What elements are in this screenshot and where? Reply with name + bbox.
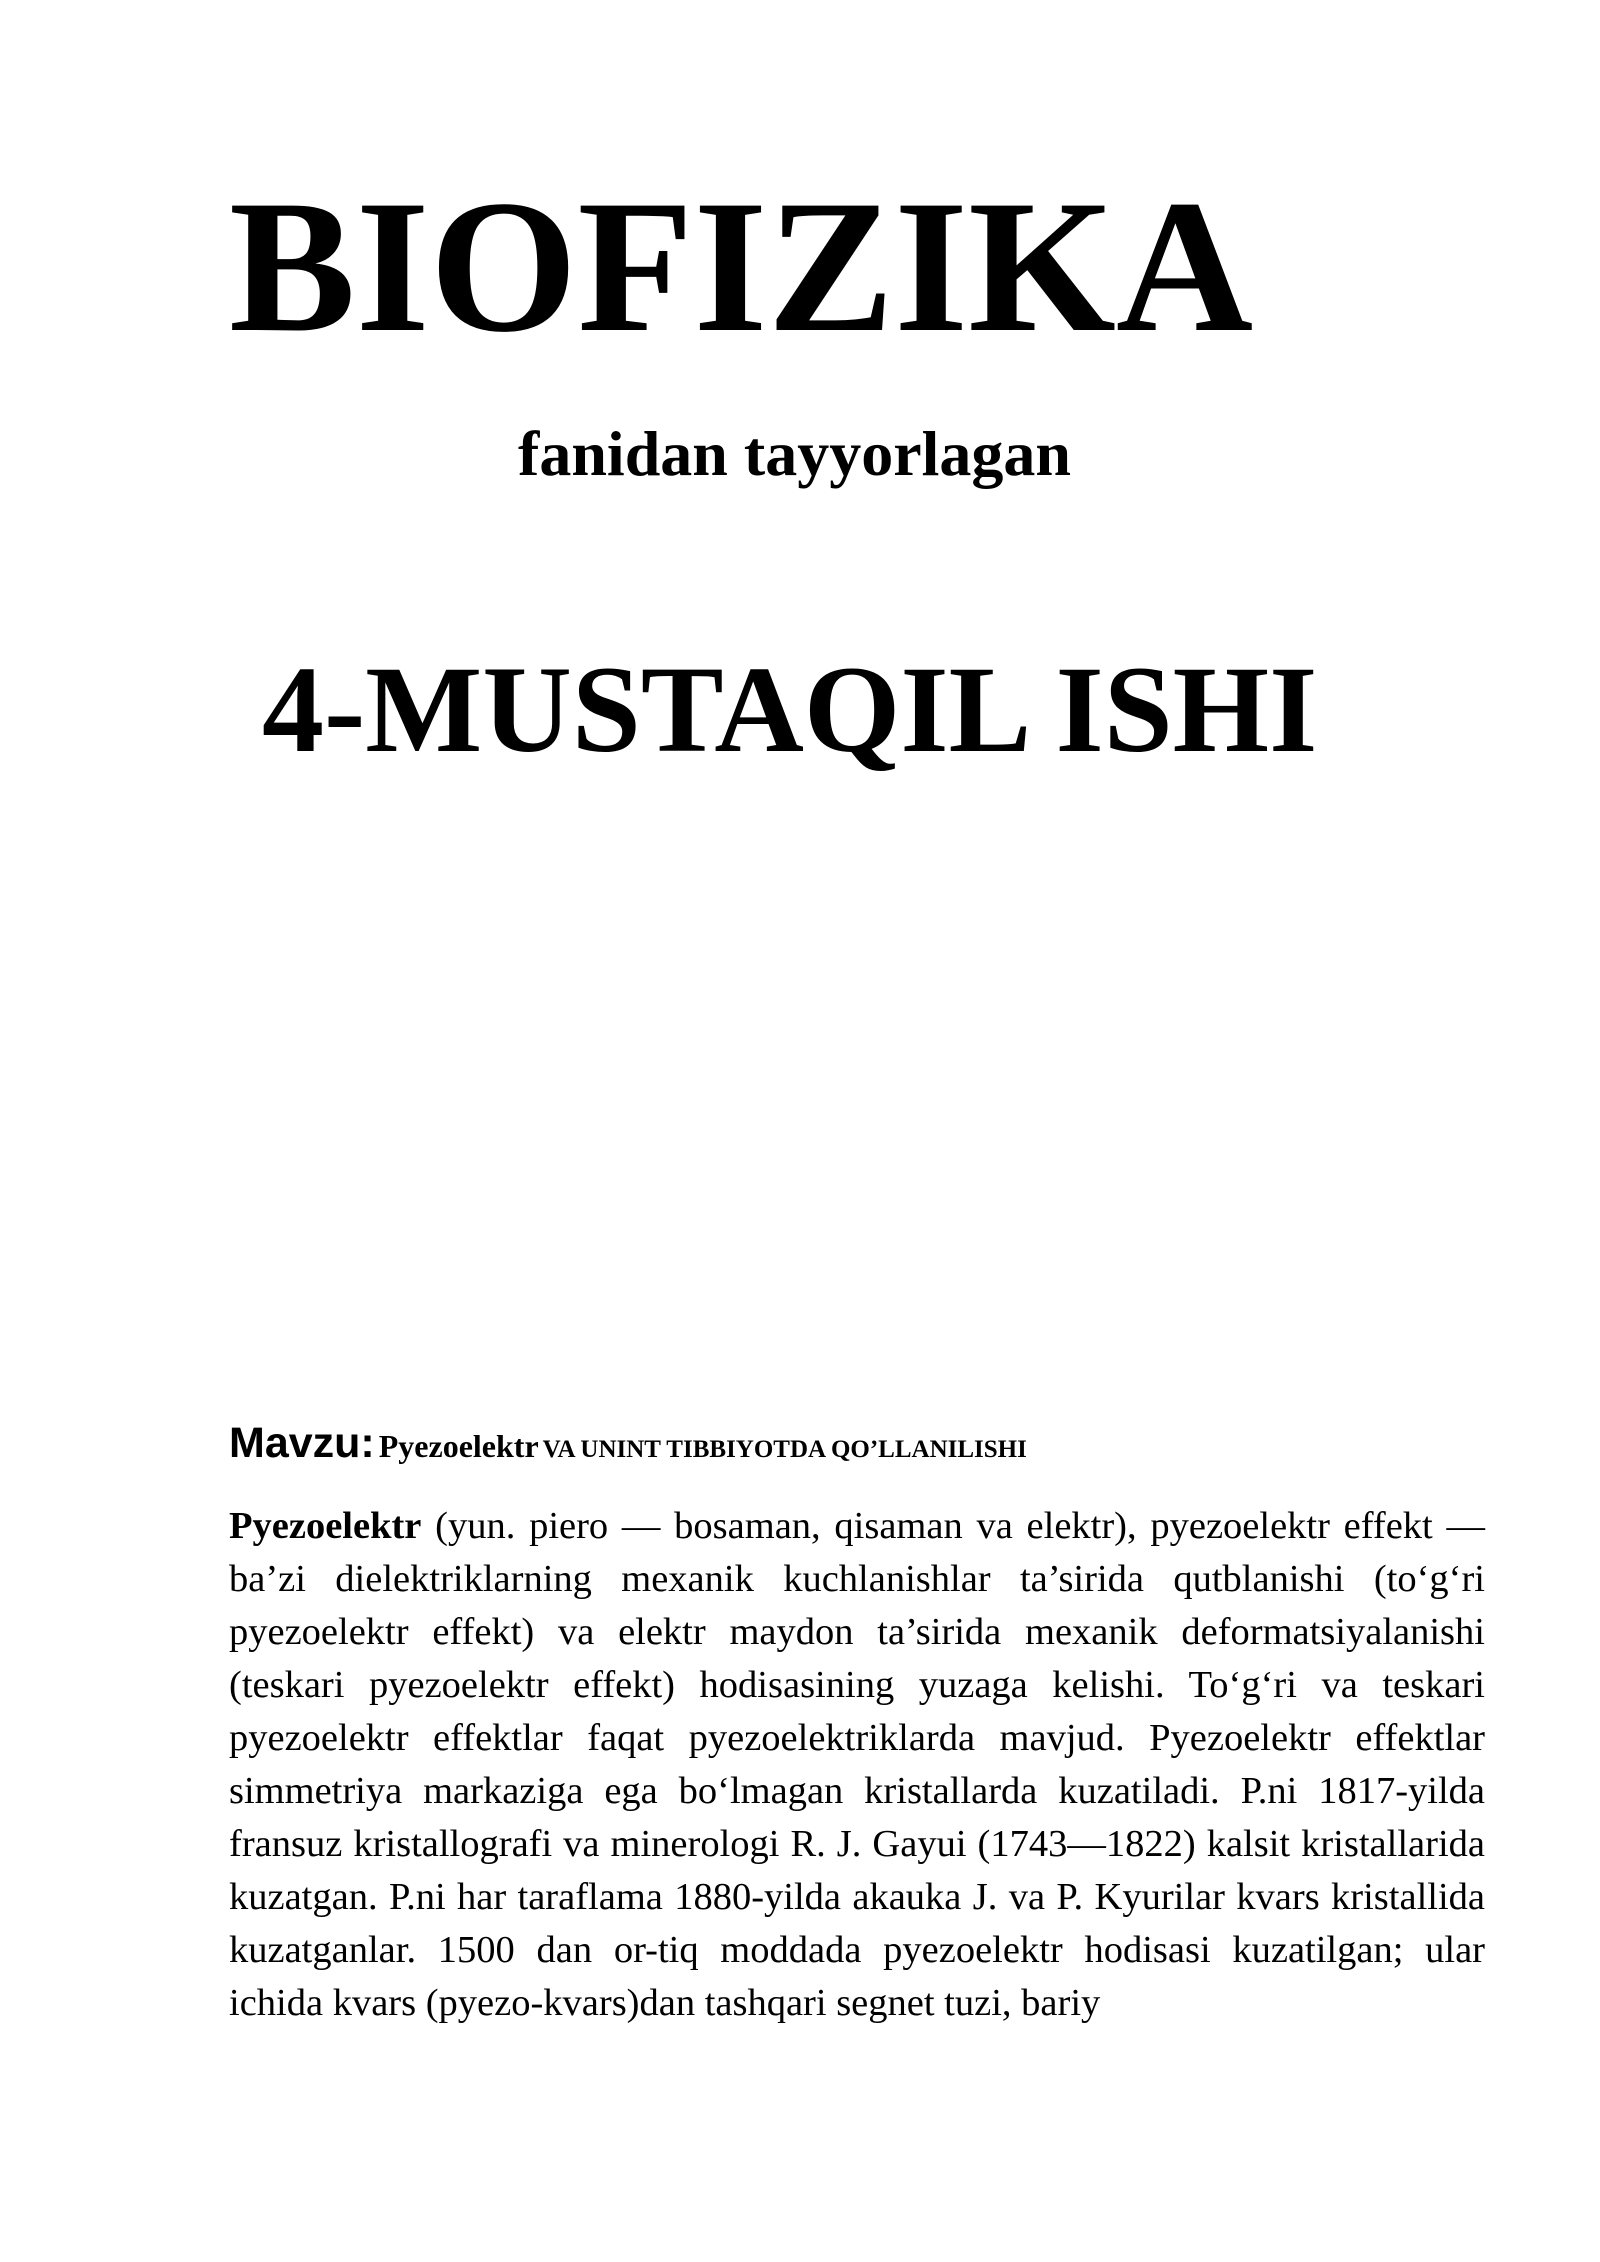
topic-rest: VA UNINT TIBBIYOTDA QO’LLANILISHI	[542, 1436, 1027, 1463]
document-subtitle: fanidan tayyorlagan	[518, 418, 1071, 489]
body-lead-term: Pyezoelektr	[229, 1505, 422, 1547]
document-title: BIOFIZIKA	[229, 162, 1254, 372]
body-paragraph	[229, 1500, 1485, 2030]
topic-line	[229, 1419, 1485, 1467]
topic-label: Mavzu:	[229, 1419, 375, 1467]
topic-term: Pyezoelektr	[378, 1428, 539, 1464]
work-title: 4-MUSTAQIL ISHI	[262, 641, 1318, 778]
body-text: (yun. piero — bosaman, qisaman va elektr), pyezoelektr effekt — ba’zi dielektriklarning mexanik kuchlanishlar ta’sirida qutblanishi (to‘g‘ri pyezoelektr effekt) va elektr maydon ta’sirida mexanik deformatsiyalanishi (teskari pyezoelektr effekt) hodisasining yuzaga kelishi. To‘g‘ri va teskari pyezoelektr effektlar faqat pyezoelektriklarda mavjud. Pyezoelektr effektlar simmetriya markaziga ega bo‘lmagan kristallarda kuzatiladi. P.ni 1817-yilda fransuz kristallografi va minerologi R. J. Gayui (1743—1822) kalsit kristallarida kuzatgan. P.ni har taraflama 1880-yilda akauka J. va P. Kyurilar kvars kristallida kuzatganlar. 1500 dan or-tiq moddada pyezoelektr hodisasi kuzatilgan; ular ichida kvars (pyezo-kvars)dan tashqari segnet tuzi, bariy	[229, 1505, 1485, 2024]
